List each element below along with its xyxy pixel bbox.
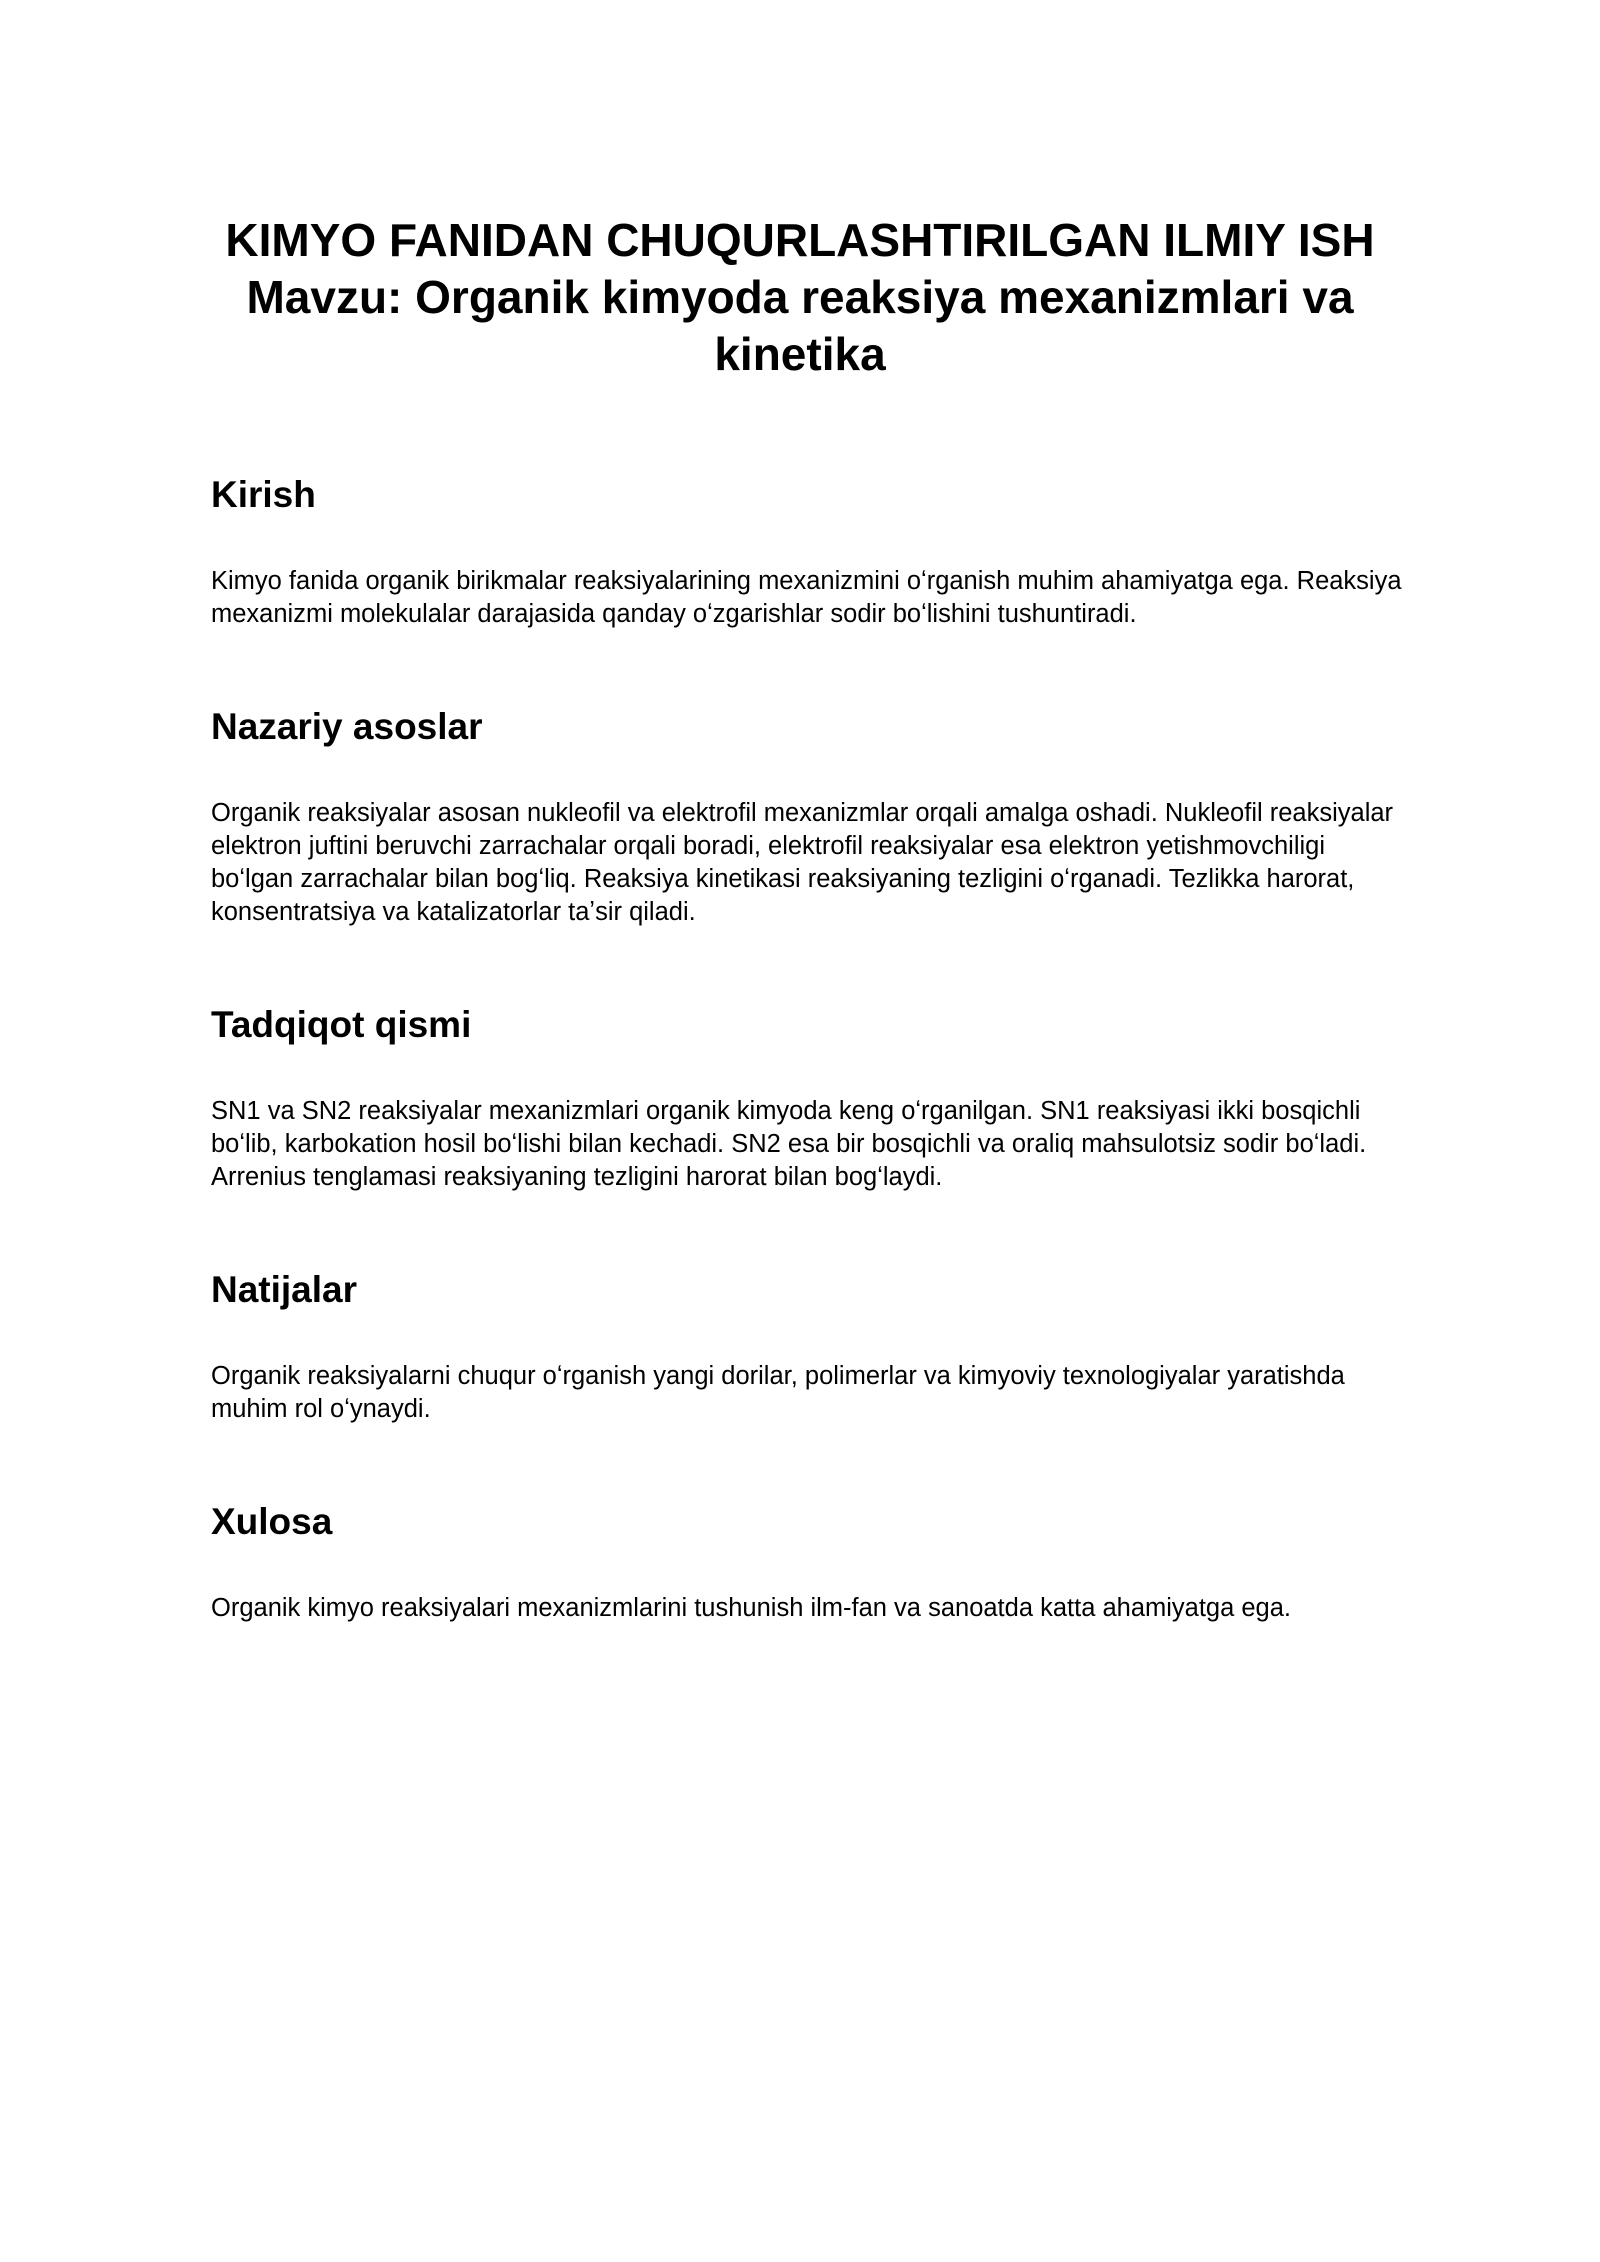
section-paragraph: SN1 va SN2 reaksiyalar mexanizmlari organik kimyoda keng oʻrganilgan. SN1 reaksiyasi ikki bosqichli boʻlib, karbokation hosil boʻlishi bilan kechadi. SN2 esa bir bosqichli va oraliq mahsulotsiz sodir boʻladi. Arrenius tenglamasi reaksiyaning tezligini harorat bilan bogʻlaydi. bbox=[211, 1097, 1367, 1191]
section-xulosa bbox=[211, 1500, 1411, 1625]
section-kirish bbox=[211, 473, 1411, 631]
section-heading: Natijalar bbox=[211, 1269, 358, 1310]
section-paragraph: Organik kimyo reaksiyalari mexanizmlarini tushunish ilm-fan va sanoatda katta ahamiyatga ega. bbox=[211, 1594, 1292, 1622]
section-natijalar bbox=[211, 1268, 1411, 1426]
section-heading: Xulosa bbox=[211, 1501, 333, 1542]
section-paragraph: Organik reaksiyalarni chuqur oʻrganish yangi dorilar, polimerlar va kimyoviy texnologiyalar yaratishda muhim rol oʻynaydi. bbox=[211, 1362, 1345, 1423]
section-heading: Tadqiqot qismi bbox=[211, 1004, 472, 1045]
document-title: KIMYO FANIDAN CHUQURLASHTIRILGAN ILMIY ISH Mavzu: Organik kimyoda reaksiya mexanizmlari va kinetika bbox=[225, 214, 1375, 380]
section-heading: Kirish bbox=[211, 474, 316, 515]
section-tadqiqot-qismi bbox=[211, 1003, 1411, 1194]
section-heading: Nazariy asoslar bbox=[211, 706, 483, 747]
section-nazariy-asoslar bbox=[211, 705, 1411, 929]
section-paragraph: Organik reaksiyalar asosan nukleofil va elektrofil mexanizmlar orqali amalga oshadi. Nukleofil reaksiyalar elektron juftini beruvchi zarrachalar orqali boradi, elektrofil reaksiyalar esa elektron yetishmovchiligi boʻlgan zarrachalar bilan bogʻliq. Reaksiya kinetikasi reaksiyaning tezligini oʻrganadi. Tezlikka harorat, konsentratsiya va katalizatorlar taʼsir qiladi. bbox=[211, 799, 1394, 926]
section-paragraph: Kimyo fanida organik birikmalar reaksiyalarining mexanizmini oʻrganish muhim ahamiyatga ega. Reaksiya mexanizmi molekulalar darajasida qanday oʻzgarishlar sodir boʻlishini tushuntiradi. bbox=[211, 567, 1402, 628]
